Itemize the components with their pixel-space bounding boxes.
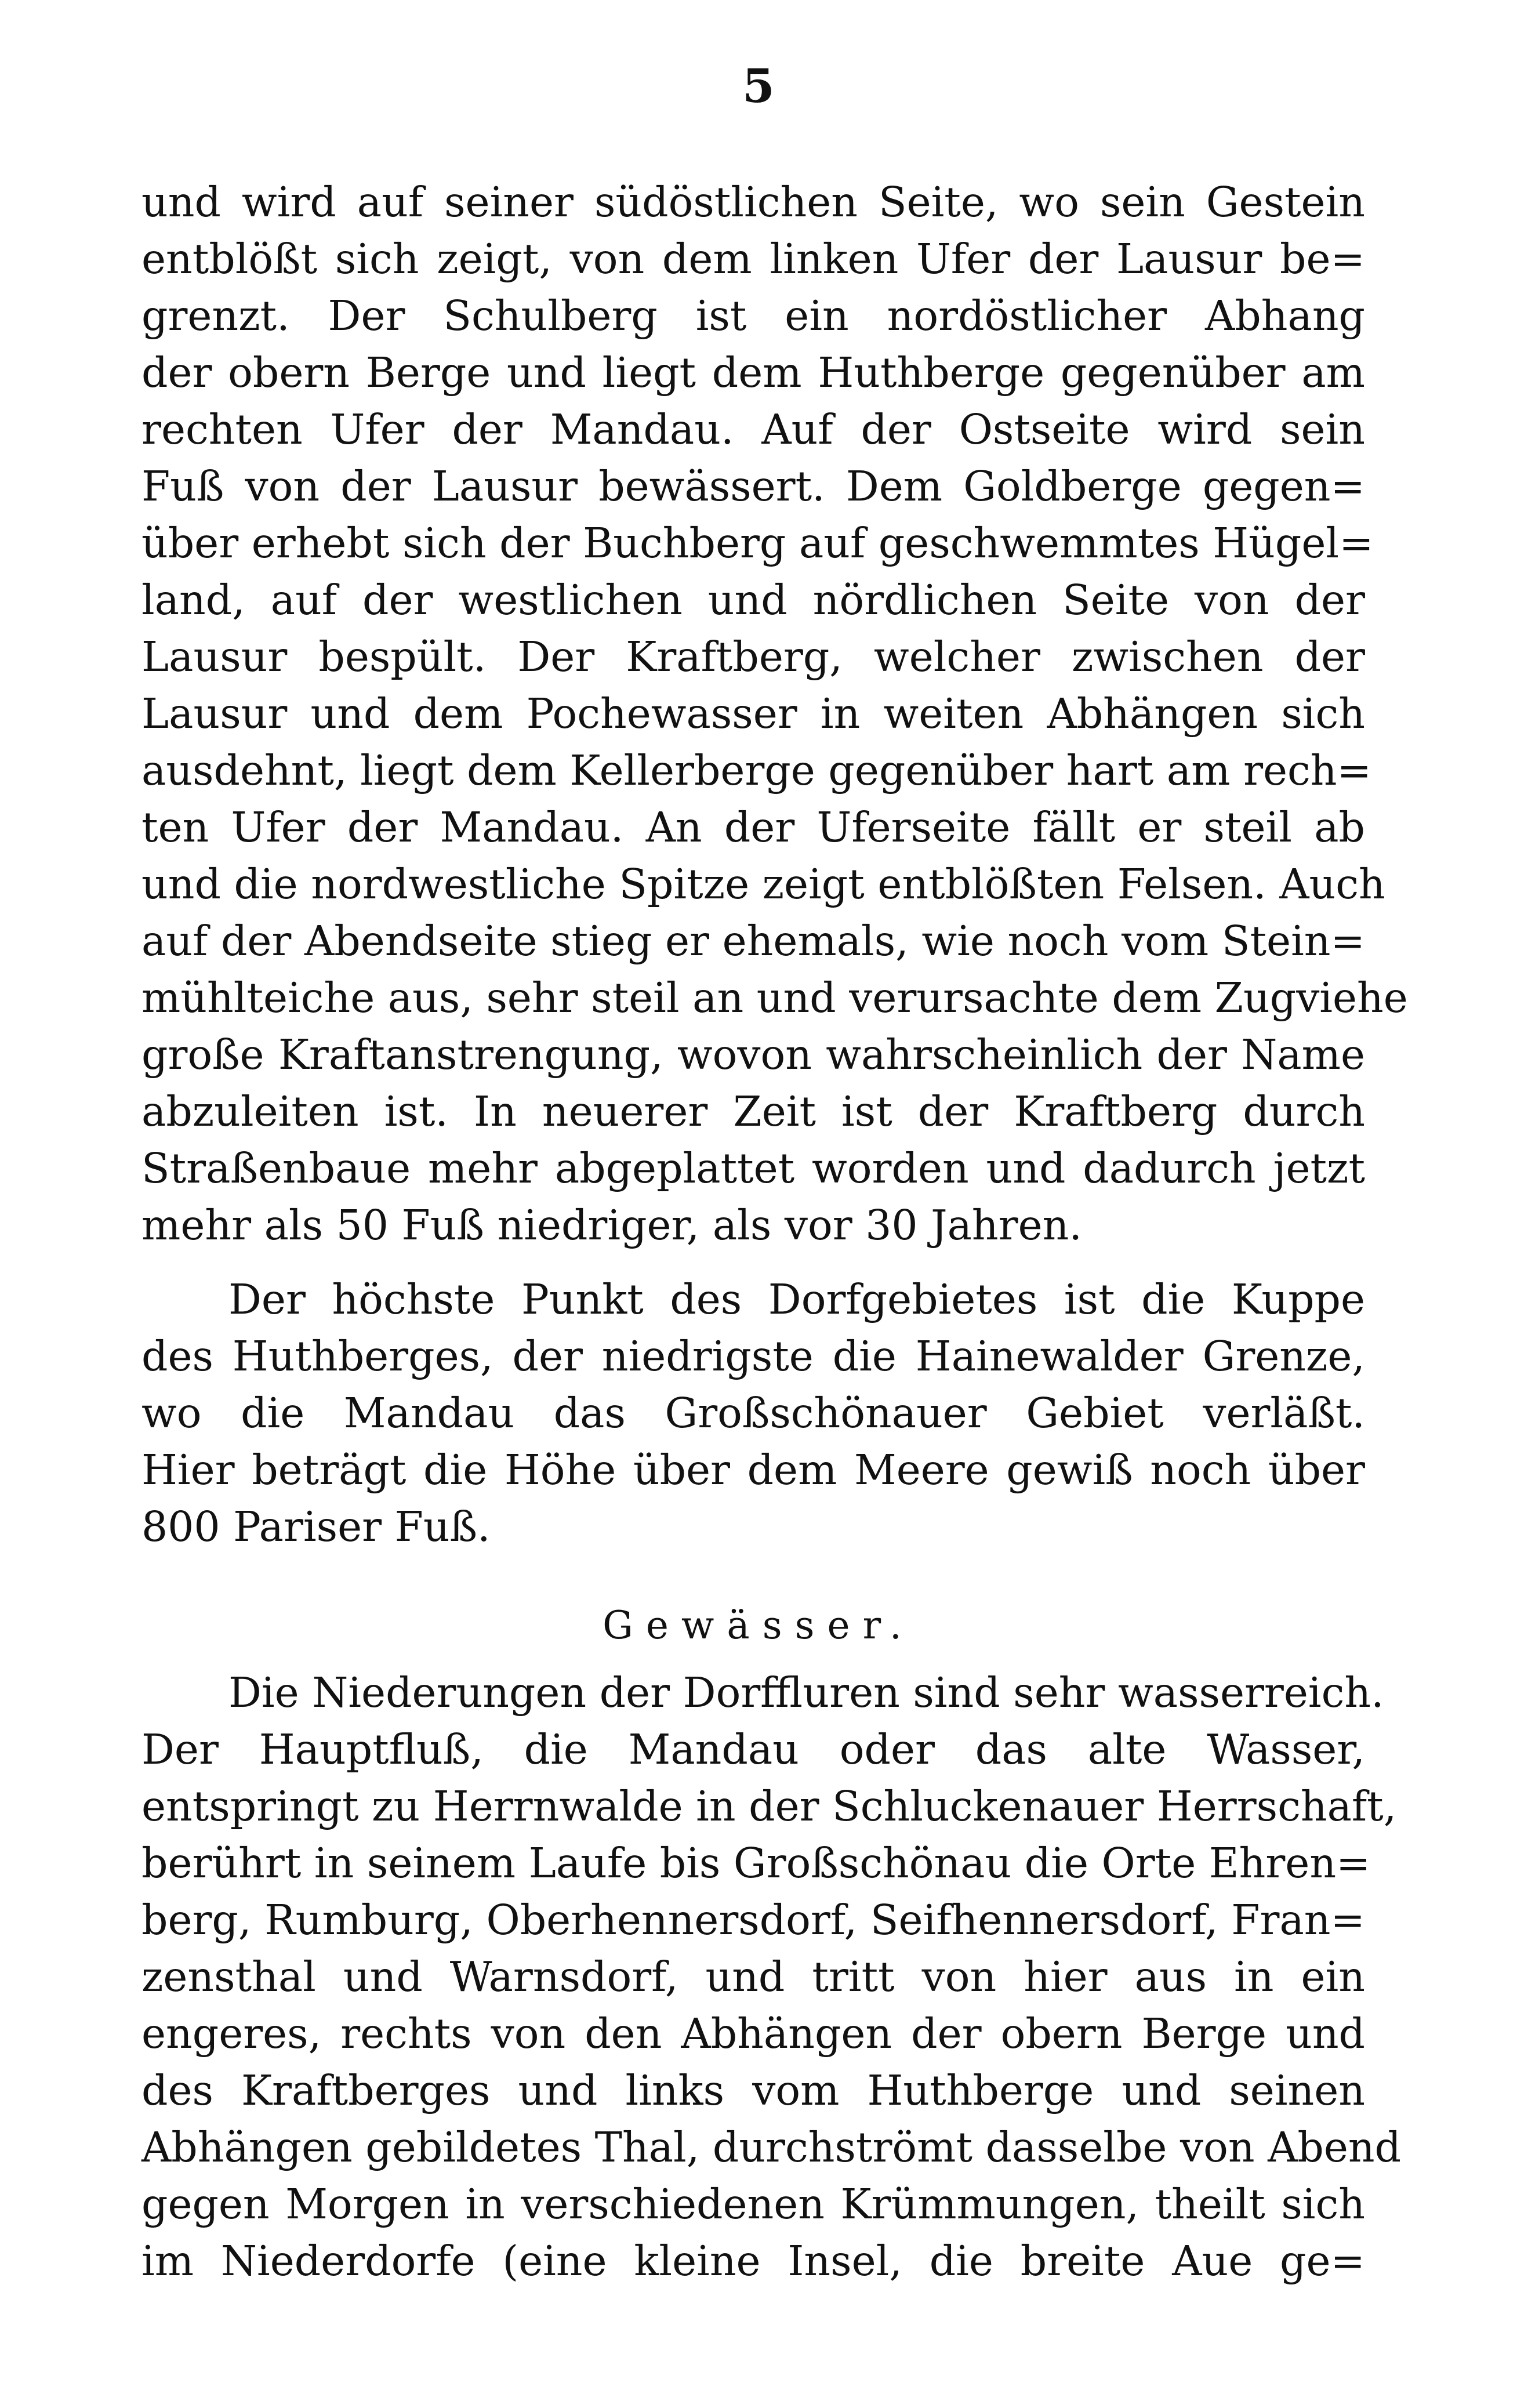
text-line: ten Ufer der Mandau. An der Uferseite fällt er steil ab (141, 803, 1365, 851)
text-line: ausdehnt, liegt dem Kellerberge gegenüber hart am rech= (141, 746, 1372, 795)
text-line: Hier beträgt die Höhe über dem Meere gewiß noch über (141, 1446, 1365, 1494)
text-line: Straßenbaue mehr abgeplattet worden und dadurch jetzt (141, 1144, 1365, 1192)
text-line: auf der Abendseite stieg er ehemals, wie noch vom Stein= (141, 917, 1365, 965)
paragraph-waters (141, 1664, 1402, 2290)
text-line: gegen Morgen in verschiedenen Krümmungen, theilt sich (141, 2180, 1365, 2228)
page-number: 5 (742, 59, 775, 113)
paragraph-mountains (141, 174, 1408, 1254)
text-line: land, auf der westlichen und nördlichen Seite von der (141, 576, 1365, 624)
text-line: Lausur und dem Pochewasser in weiten Abhängen sich (141, 690, 1365, 738)
text-line: der obern Berge und liegt dem Huthberge gegenüber am (141, 349, 1365, 397)
text-line: des Kraftberges und links vom Huthberge und seinen (141, 2066, 1365, 2115)
text-line: Der Hauptfluß, die Mandau oder das alte Wasser, (141, 1725, 1365, 1774)
text-line: große Kraftanstrengung, wovon wahrscheinlich der Name (141, 1031, 1365, 1079)
paragraph-elevation (141, 1271, 1365, 1555)
text-line: wo die Mandau das Großschönauer Gebiet verläßt. (141, 1389, 1365, 1437)
text-line: rechten Ufer der Mandau. Auf der Ostseite wird sein (141, 405, 1365, 454)
text-line: im Niederdorfe (eine kleine Insel, die breite Aue ge= (141, 2237, 1365, 2285)
text-line: engeres, rechts von den Abhängen der obern Berge und (141, 2010, 1365, 2058)
text-line: Der höchste Punkt des Dorfgebietes ist die Kuppe (228, 1275, 1365, 1323)
text-line: entblößt sich zeigt, von dem linken Ufer der Lausur be= (141, 235, 1365, 283)
text-line: und die nordwestliche Spitze zeigt entblößten Felsen. Auch (141, 860, 1385, 908)
text-line: über erhebt sich der Buchberg auf geschwemmtes Hügel= (141, 519, 1374, 567)
text-line: des Huthberges, der niedrigste die Hainewalder Grenze, (141, 1332, 1365, 1380)
text-line: und wird auf seiner südöstlichen Seite, wo sein Gestein (141, 178, 1365, 226)
text-line: zensthal und Warnsdorf, und tritt von hier aus in ein (141, 1953, 1365, 2001)
text-line: mühlteiche aus, sehr steil an und verursachte dem Zugviehe (141, 974, 1408, 1022)
text-line: 800 Pariser Fuß. (141, 1503, 491, 1551)
text-line: Lausur bespült. Der Kraftberg, welcher zwischen der (141, 633, 1365, 681)
text-line: berg, Rumburg, Oberhennersdorf, Seifhennersdorf, Fran= (141, 1896, 1365, 1944)
text-line: abzuleiten ist. In neuerer Zeit ist der Kraftberg durch (141, 1087, 1365, 1136)
text-line: Fuß von der Lausur bewässert. Dem Goldberge gegen= (141, 462, 1365, 510)
text-line: Die Niederungen der Dorffluren sind sehr wasserreich. (228, 1669, 1384, 1717)
text-line: entspringt zu Herrnwalde in der Schluckenauer Herrschaft, (141, 1782, 1397, 1830)
section-heading: Gewässer. (603, 1603, 914, 1648)
text-line: berührt in seinem Laufe bis Großschönau die Orte Ehren= (141, 1839, 1371, 1887)
text-line: mehr als 50 Fuß niedriger, als vor 30 Jahren. (141, 1201, 1082, 1249)
text-line: Abhängen gebildetes Thal, durchströmt dasselbe von Abend (141, 2123, 1402, 2171)
text-line: grenzt. Der Schulberg ist ein nordöstlicher Abhang (141, 292, 1365, 340)
